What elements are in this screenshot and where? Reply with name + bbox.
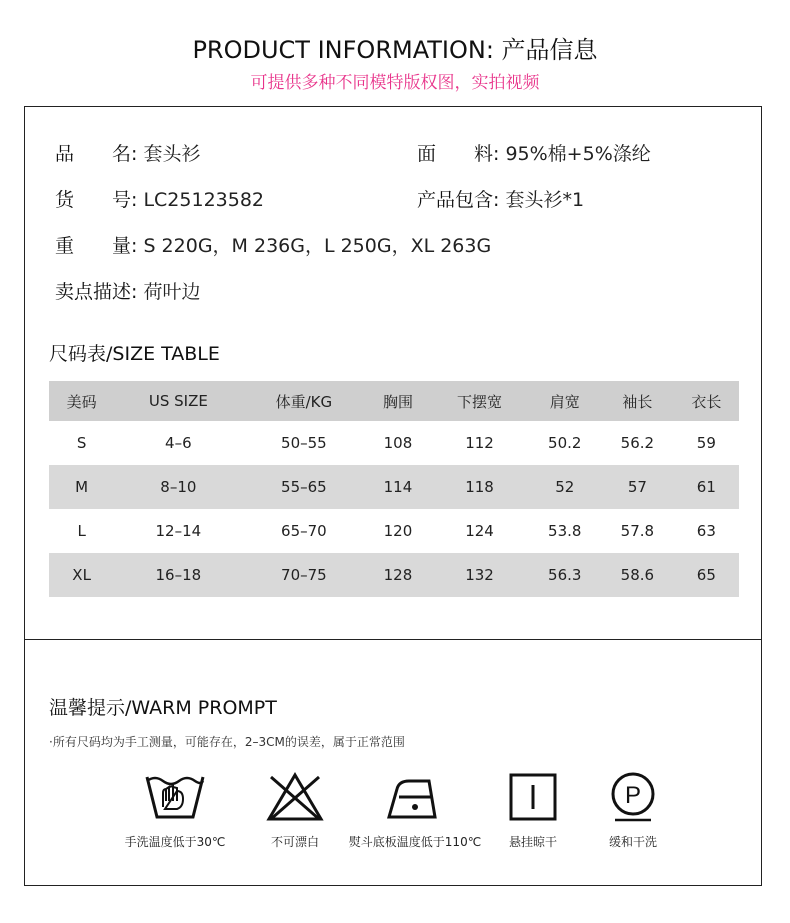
table-cell: 120 — [383, 522, 413, 540]
table-cell: 118 — [465, 478, 494, 496]
no-bleach-label: 不可漂白 — [270, 835, 319, 849]
table-cell: 52 — [555, 478, 575, 496]
care-hang-dry — [485, 771, 581, 850]
table-cell: 59 — [696, 434, 716, 452]
table-cell: L — [77, 522, 86, 540]
table-cell: 132 — [465, 566, 494, 584]
measurement-note: ·所有尺码均为手工测量，可能存在，2–3CM的误差，属于正常范围 — [49, 735, 405, 749]
care-hand-wash — [105, 771, 245, 850]
table-cell: 57.8 — [620, 522, 655, 540]
dry-clean-label: 缓和干洗 — [608, 835, 657, 849]
weight-label: 重 量: — [55, 235, 138, 257]
table-cell: 114 — [383, 478, 413, 496]
material-label: 面 料: — [417, 143, 500, 165]
table-cell: 50–55 — [281, 434, 327, 452]
info-name — [55, 139, 200, 166]
page-title: PRODUCT INFORMATION: 产品信息 — [192, 36, 598, 64]
table-cell: 8–10 — [160, 478, 197, 496]
table-cell: 112 — [465, 434, 494, 452]
info-package — [417, 185, 584, 212]
hand-wash-icon — [143, 771, 207, 823]
name-label: 品 名: — [55, 143, 138, 165]
name-value: 套头衫 — [143, 143, 201, 165]
package-value: 套头衫*1 — [505, 189, 585, 211]
table-cell: 58.6 — [620, 566, 655, 584]
feature-value: 荷叶边 — [143, 281, 201, 303]
hand-wash-label: 手洗温度低于30℃ — [124, 835, 226, 849]
product-info-panel — [24, 106, 762, 886]
col-header: 体重/KG — [275, 392, 333, 411]
col-header: 美码 — [66, 392, 97, 411]
table-row — [49, 421, 739, 465]
col-header: 下摆宽 — [457, 392, 503, 411]
care-iron — [345, 771, 485, 850]
size-table — [49, 381, 739, 597]
care-no-bleach — [245, 771, 345, 850]
table-cell: S — [76, 434, 87, 452]
size-table-header-row — [49, 381, 739, 421]
warm-prompt-heading: 温馨提示/WARM PROMPT — [49, 697, 277, 719]
table-cell: M — [75, 478, 89, 496]
material-value: 95%棉+5%涤纶 — [505, 143, 651, 165]
info-weight — [55, 231, 491, 258]
col-header: 胸围 — [382, 392, 413, 411]
sku-label: 货 号: — [55, 189, 138, 211]
sku-value: LC25123582 — [143, 189, 265, 211]
page-subtitle: 可提供多种不同模特版权图，实拍视频 — [250, 73, 540, 93]
hang-dry-icon — [507, 771, 559, 823]
hang-dry-label: 悬挂晾干 — [508, 835, 557, 849]
table-cell: 108 — [383, 434, 413, 452]
table-cell: 128 — [383, 566, 413, 584]
table-cell: 56.2 — [620, 434, 655, 452]
table-cell: 57 — [627, 478, 647, 496]
table-cell: 56.3 — [548, 566, 582, 584]
table-row — [49, 465, 739, 509]
table-cell: 70–75 — [281, 566, 327, 584]
size-table-heading: 尺码表/SIZE TABLE — [49, 343, 220, 365]
col-header: US SIZE — [148, 392, 208, 410]
col-header: 袖长 — [622, 392, 653, 411]
table-row — [49, 553, 739, 597]
info-feature — [55, 277, 200, 304]
care-dry-clean — [581, 771, 685, 850]
table-row — [49, 509, 739, 553]
table-cell: 53.8 — [548, 522, 582, 540]
table-cell: 55–65 — [281, 478, 327, 496]
table-cell: 65 — [696, 566, 716, 584]
info-sku — [55, 185, 264, 212]
table-cell: 124 — [465, 522, 494, 540]
table-cell: 16–18 — [155, 566, 202, 584]
dry-clean-icon — [607, 771, 659, 823]
table-cell: 12–14 — [155, 522, 202, 540]
table-cell: 50.2 — [548, 434, 582, 452]
iron-icon — [385, 771, 445, 823]
table-cell: 4–6 — [165, 434, 192, 452]
info-material — [417, 139, 651, 166]
col-header: 肩宽 — [549, 392, 580, 411]
weight-value: S 220G，M 236G，L 250G，XL 263G — [143, 235, 492, 257]
table-cell: XL — [72, 566, 91, 584]
feature-label: 卖点描述: — [55, 281, 138, 303]
section-divider — [25, 639, 761, 640]
package-label: 产品包含: — [417, 189, 500, 211]
col-header: 衣长 — [691, 392, 722, 411]
no-bleach-icon — [265, 771, 325, 823]
table-cell: 61 — [696, 478, 716, 496]
iron-label: 熨斗底板温度低于110℃ — [348, 835, 482, 849]
dry-clean-letter: P — [624, 782, 642, 809]
table-cell: 65–70 — [281, 522, 327, 540]
table-cell: 63 — [696, 522, 716, 540]
